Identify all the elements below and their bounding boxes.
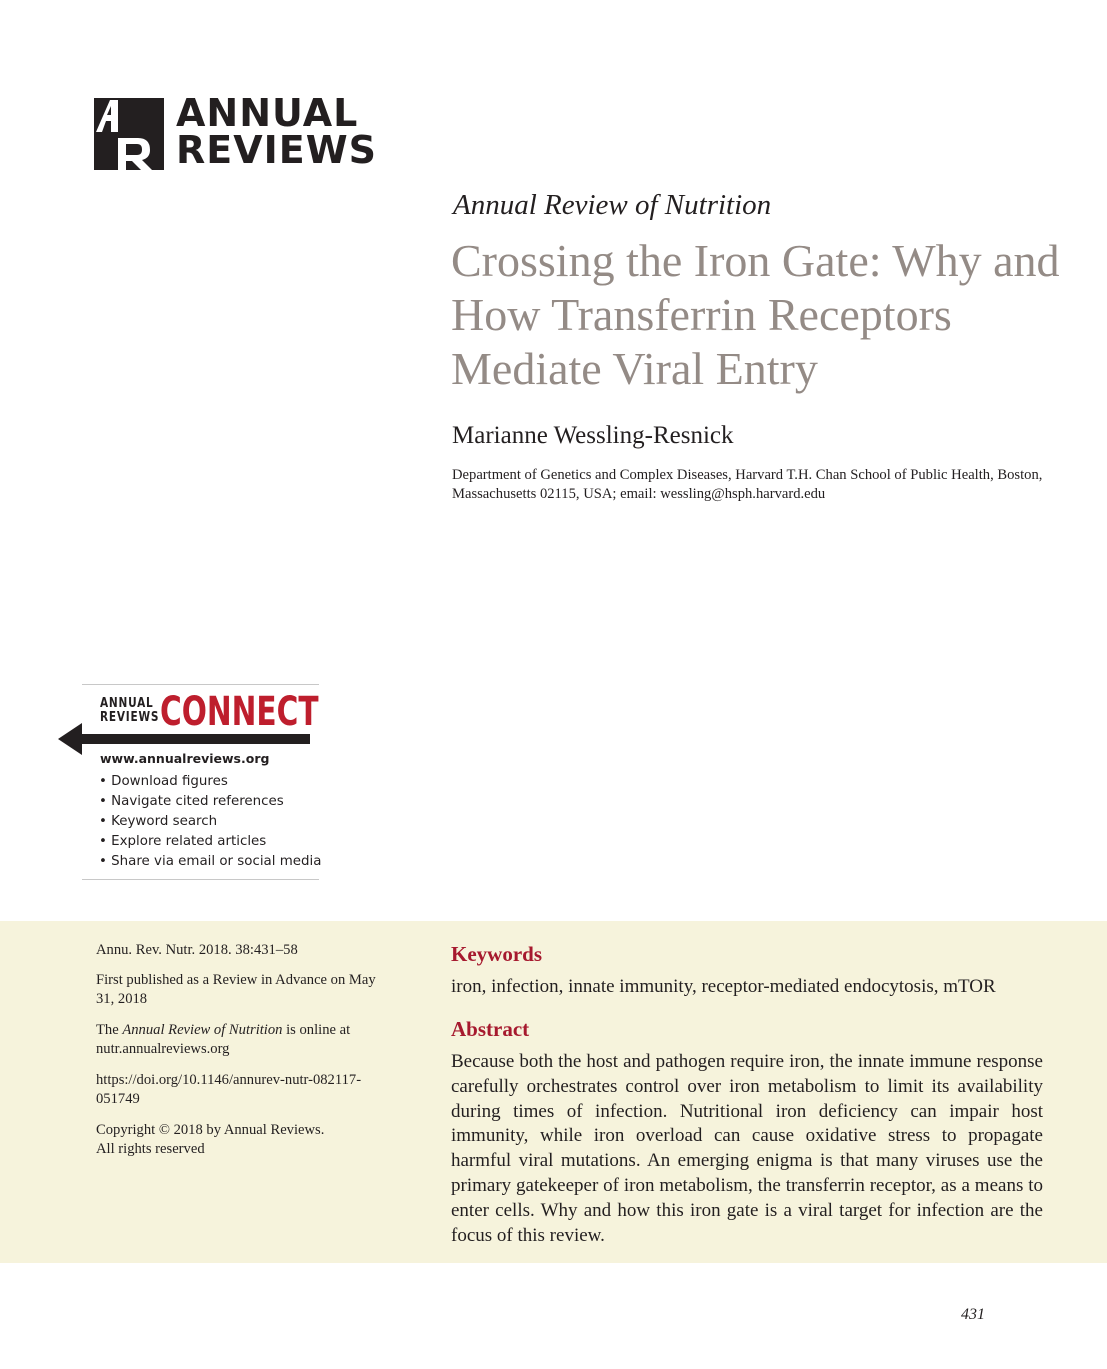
connect-wordmark: CONNECT <box>160 689 319 735</box>
connect-url-link[interactable]: www.annualreviews.org <box>100 751 270 766</box>
page-number: 431 <box>961 1306 985 1323</box>
author-affiliation: Department of Genetics and Complex Diseases, Harvard T.H. Chan School of Public Health, Boston, Massachusetts 02115, USA; email: wessling@hsph.harvard.edu <box>452 467 1043 502</box>
logo-wordmark <box>176 91 378 172</box>
connect-ar-line-2: REVIEWS <box>100 709 160 725</box>
online-journal-name: Annual Review of Nutrition <box>122 1022 283 1038</box>
doi-link[interactable]: https://doi.org/10.1146/annurev-nutr-082117-051749 <box>96 1072 362 1107</box>
connect-feature-item: • Keyword search <box>99 812 321 832</box>
copyright-line: Copyright © 2018 by Annual Reviews. <box>96 1122 325 1138</box>
connect-feature-item: • Explore related articles <box>99 832 321 852</box>
author-name: Marianne Wessling-Resnick <box>452 422 734 449</box>
connect-feature-item: • Share via email or social media <box>99 852 321 872</box>
first-published: First published as a Review in Advance on May 31, 2018 <box>96 972 376 1007</box>
article-metadata <box>96 941 396 1171</box>
copyright-notice <box>96 1121 396 1159</box>
connect-ar-label <box>100 695 160 725</box>
connect-bottom-rule <box>82 879 319 880</box>
ar-monogram-icon <box>94 98 164 170</box>
logo-line-1: ANNUAL <box>176 91 359 135</box>
online-suffix: is online at nutr.annualreviews.org <box>96 1022 351 1057</box>
logo-line-2: REVIEWS <box>176 128 378 172</box>
connect-ar-line-1: ANNUAL <box>100 695 154 711</box>
online-availability <box>96 1021 396 1059</box>
rights-line: All rights reserved <box>96 1141 205 1157</box>
abstract-text: Because both the host and pathogen require iron, the innate immune response carefully orchestrates control over iron metabolism to limit its availability during times of infection. Nutritional iron deficiency can impair host immunity, while iron overload can cause oxidative stress to propagate harmful viral mutations. An emerging enigma is that many viruses use the primary gatekeeper of iron metabolism, the transferrin receptor, as a means to enter cells. Why and how this iron gate is a viral target for infection are the focus of this review. <box>451 1051 1043 1246</box>
citation: Annu. Rev. Nutr. 2018. 38:431–58 <box>96 942 298 958</box>
annual-reviews-connect-box[interactable] <box>58 684 320 880</box>
online-prefix: The <box>96 1022 123 1038</box>
article-title: Crossing the Iron Gate: Why and How Transferrin Receptors Mediate Viral Entry <box>451 235 1060 394</box>
keywords-list: iron, infection, innate immunity, receptor-mediated endocytosis, mTOR <box>451 976 996 997</box>
keywords-heading: Keywords <box>451 942 542 966</box>
abstract-heading: Abstract <box>451 1017 530 1041</box>
connect-feature-list <box>99 772 321 872</box>
connect-feature-item: • Download figures <box>99 772 321 792</box>
connect-top-rule <box>82 684 319 685</box>
connect-feature-item: • Navigate cited references <box>99 792 321 812</box>
journal-name: Annual Review of Nutrition <box>453 189 772 221</box>
